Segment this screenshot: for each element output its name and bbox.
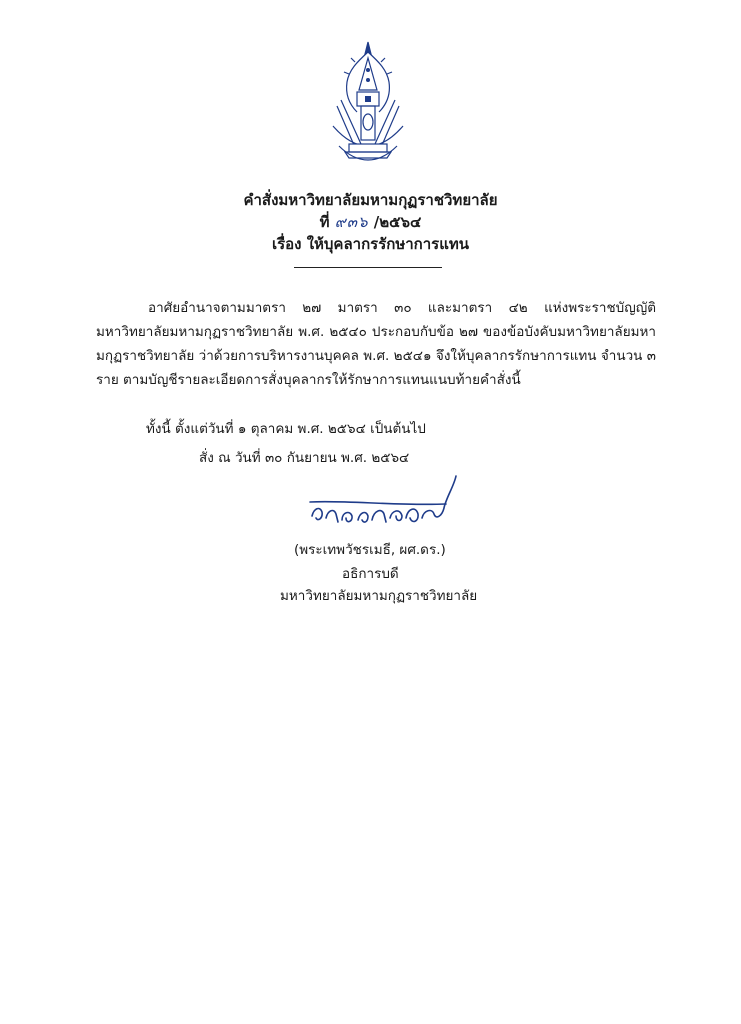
signatory-name: (พระเทพวัชรเมธี, ผศ.ดร.): [294, 542, 446, 558]
university-emblem-icon: [327, 40, 409, 168]
effective-date: ทั้งนี้ ตั้งแต่วันที่ ๑ ตุลาคม พ.ศ. ๒๕๖๔ เป็นต้นไป: [146, 421, 426, 437]
order-title: คำสั่งมหาวิทยาลัยมหามกุฏราชวิทยาลัย: [243, 191, 498, 209]
order-number: ๙๓๖: [334, 213, 369, 231]
divider: [294, 267, 442, 268]
order-date: สั่ง ณ วันที่ ๓๐ กันยายน พ.ศ. ๒๕๖๔: [199, 450, 410, 466]
signatory-position: อธิการบดี: [342, 566, 399, 582]
signatory-organization: มหาวิทยาลัยมหามกุฏราชวิทยาลัย: [280, 588, 478, 604]
order-number-line: [0, 210, 741, 234]
order-subject: เรื่อง ให้บุคลากรรักษาการแทน: [271, 235, 470, 253]
signature-image: [306, 472, 468, 532]
body-paragraph: อาศัยอำนาจตามมาตรา ๒๗ มาตรา ๓๐ และมาตรา ๔๒ แห่งพระราชบัญญัติมหาวิทยาลัยมหามกุฏราชวิทยาลัย พ.ศ. ๒๕๔๐ ประกอบกับข้อ ๒๗ ของข้อบังคับมหาวิทยาลัยมหามกุฏราชวิทยาลัย ว่าด้วยการบริหารงานบุคคล พ.ศ. ๒๕๔๑ จึงให้บุคลากรรักษาการแทน จำนวน ๓ ราย ตามบัญชีรายละเอียดการสั่งบุคลากรให้รักษาการแทนแนบท้ายคำสั่งนี้: [96, 300, 656, 388]
order-prefix: ที่: [319, 213, 330, 231]
order-year: /๒๕๖๔: [373, 213, 422, 231]
